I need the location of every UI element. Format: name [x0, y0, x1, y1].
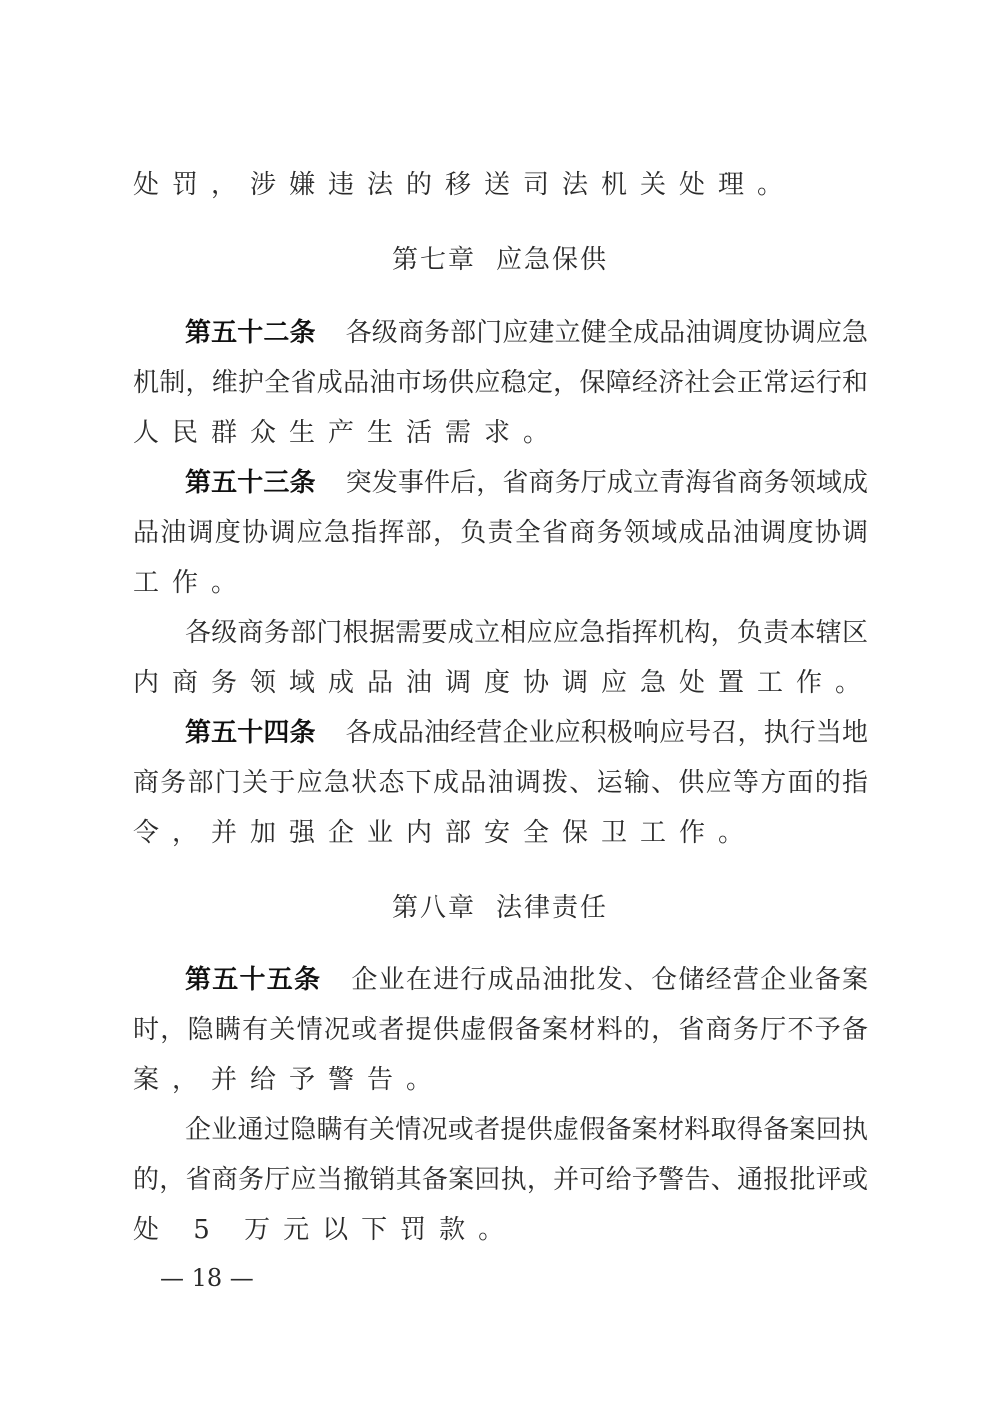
text-line: 处 5 万元以下罚款。 — [133, 1215, 518, 1245]
article-55-line — [185, 955, 868, 1005]
text-line: 时，隐瞒有关情况或者提供虚假备案材料的，省商务厅不予备 — [133, 1015, 868, 1045]
text: 企业在进行成品油批发、仓储经营企业备案 — [351, 965, 868, 995]
chapter-heading-7 — [0, 235, 1000, 285]
text-line: 工作。 — [133, 568, 251, 598]
article-label: 第五十四条 — [185, 718, 316, 748]
chapter-number: 第八章 — [391, 893, 476, 923]
text: 各级商务部门应建立健全成品油调度协调应急 — [345, 318, 868, 348]
article-label: 第五十三条 — [185, 468, 316, 498]
text-line: 案，并给予警告。 — [133, 1065, 446, 1095]
chapter-number: 第七章 — [391, 245, 476, 275]
text-line: 人民群众生产生活需求。 — [133, 418, 563, 448]
article-label: 第五十五条 — [185, 965, 322, 995]
article-52-line — [185, 308, 868, 358]
text-line: 机制，维护全省成品油市场供应稳定，保障经济社会正常运行和 — [133, 368, 868, 398]
article-54-line — [185, 708, 868, 758]
article-label: 第五十二条 — [185, 318, 316, 348]
text-line: 品油调度协调应急指挥部，负责全省商务领域成品油调度协调 — [133, 518, 868, 548]
chapter-title: 应急保供 — [496, 245, 609, 275]
text: 各成品油经营企业应积极响应号召，执行当地 — [345, 718, 868, 748]
text-line: 处罚，涉嫌违法的移送司法机关处理。 — [133, 170, 797, 200]
text-line: 令，并加强企业内部安全保卫工作。 — [133, 818, 758, 848]
text-line: 的，省商务厅应当撤销其备案回执，并可给予警告、通报批评或 — [133, 1165, 868, 1195]
article-53-line — [185, 458, 868, 508]
chapter-title: 法律责任 — [496, 893, 609, 923]
text-line: 内商务领域成品油调度协调应急处置工作。 — [133, 668, 875, 698]
text: 突发事件后，省商务厅成立青海省商务领域成 — [345, 468, 868, 498]
page-number: — 18 — — [160, 1264, 254, 1292]
text-line: 各级商务部门根据需要成立相应应急指挥机构，负责本辖区 — [185, 618, 868, 648]
chapter-heading-8 — [0, 883, 1000, 933]
text-line: 企业通过隐瞒有关情况或者提供虚假备案材料取得备案回执 — [185, 1115, 868, 1145]
text-line: 商务部门关于应急状态下成品油调拨、运输、供应等方面的指 — [133, 768, 868, 798]
